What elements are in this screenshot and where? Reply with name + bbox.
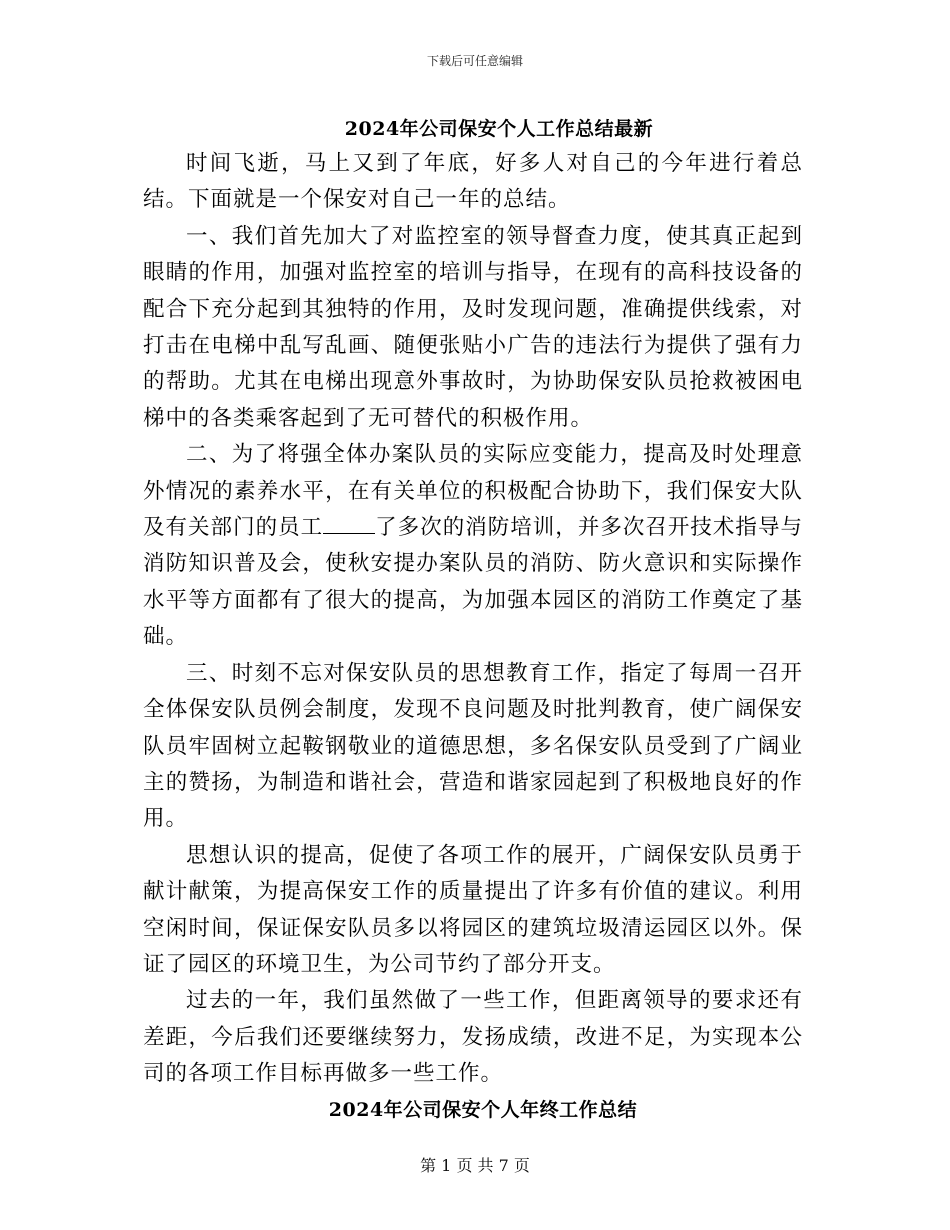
document-title: 2024年公司保安个人工作总结最新: [344, 118, 654, 140]
paragraph-monitoring: 一、我们首先加大了对监控室的领导督查力度，使其真正起到眼睛的作用，加强对监控室的培训与指导，在现有的高科技设备的配合下充分起到其独特的作用，及时发现问题，准确提供线索，对打击在电梯中乱写乱画、随便张贴小广告的违法行为提供了强有力的帮助。尤其在电梯出现意外事故时，为协助保安队员抢救被困电梯中的各类乘客起到了无可替代的积极作用。: [143, 223, 803, 431]
paragraph-fire-training: [143, 437, 803, 655]
paragraph-ideology: 三、时刻不忘对保安队员的思想教育工作，指定了每周一召开全体保安队员例会制度，发现不良问题及时批判教育，使广阔保安队员牢固树立起鞍钢敬业的道德思想，多名保安队员受到了广阔业主的赞扬，为制造和谐社会，营造和谐家园起到了积极地良好的作用。: [143, 660, 803, 832]
second-document-title: 2024年公司保安个人年终工作总结: [328, 1098, 638, 1121]
page-number-indicator: 第 1 页 共 7 页: [420, 1156, 530, 1175]
fill-in-blank: [323, 513, 375, 534]
paragraph-conclusion: 过去的一年，我们虽然做了一些工作，但距离领导的要求还有差距，今后我们还要继续努力，发扬成绩，改进不足，为实现本公司的各项工作目标再做多一些工作。: [143, 988, 803, 1087]
page-header-note: 下载后可任意编辑: [426, 54, 523, 68]
document-body: [143, 112, 803, 1127]
paragraph-fire-training-part2: 了多次的消防培训，并多次召开技术指导与消防知识普及会，使秋安提办案队员的消防、防火意识和实际操作水平等方面都有了很大的提高，为加强本园区的消防工作奠定了基础。: [143, 515, 803, 650]
paragraph-intro: 时间飞逝，马上又到了年底，好多人对自己的今年进行着总结。下面就是一个保安对自己一年的总结。: [143, 151, 803, 213]
paragraph-suggestions: 思想认识的提高，促使了各项工作的展开，广阔保安队员勇于献计献策，为提高保安工作的质量提出了许多有价值的建议。利用空闲时间，保证保安队员多以将园区的建筑垃圾清运园区以外。保证了园区的环境卫生，为公司节约了部分开支。: [143, 842, 803, 977]
paragraph-fire-training-part1: 二、为了将强全体办案队员的实际应变能力，提高及时处理意外情况的素养水平，在有关单位的积极配合协助下，我们保安大队及有关部门的员工: [143, 442, 803, 541]
